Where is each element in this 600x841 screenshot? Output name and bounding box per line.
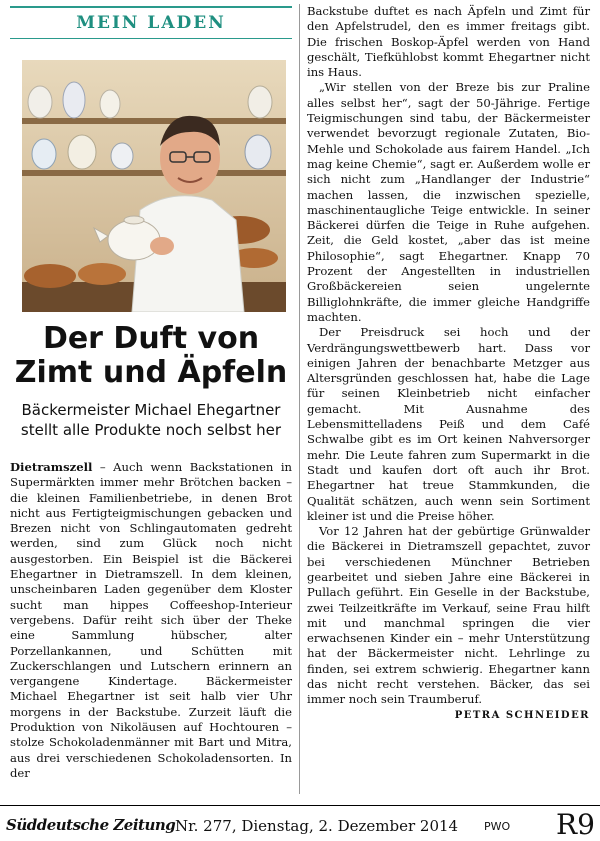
author-byline: PETRA SCHNEIDER (454, 709, 590, 721)
body-text-left: – Auch wenn Backstationen in Supermärkten immer mehr Brötchen backen – die kleinen Familienbetriebe, in denen Brot nicht aus Fertigteigmischungen gebacken und Brezen nicht von Schlingautomaten gedreht werden, sind zum Glück noch nicht ausgestorben. Ein Beispiel ist die Bäckerei Ehegartner in Dietramszell. In dem kleinen, unscheinbaren Laden gegenüber dem Kloster sucht man hippes Coffeeshop-Interieur vergebens. Dafür reiht sich über der Theke eine Sammlung hübscher, alter Porzellankannen, und Schütten mit Zuckerschlangen und Lutschern erinnern an vergangene Kindertage. Bäckermeister Michael Ehegartner ist seit halb vier Uhr morgens in der Backstube. Zurzeit läuft die Produktion von Nikoläusen auf Hochtouren – stolze Schokoladenmänner mit Bart und Mitra, aus drei verschiedenen Schokoladensorten. In der (10, 460, 292, 780)
dateline: Dietramszell (10, 460, 93, 474)
paragraph-text: Vor 12 Jahren hat der gebürtige Grünwalder die Bäckerei in Dietramszell gepachtet, zuvor bei verschiedenen Münchner Betrieben gearbeitet und sieben Jahre eine Bäckerei in Pullach geführt. Ein Geselle in der Backstube, zwei Teilzeitkräfte im Verkauf, seine Frau hilft mit und manchmal springen die vier erwachsenen Kinder ein – mehr Unterstützung hat der Bäckermeister nicht. Lehrlinge zu finden, sei extrem schwierig. Ehegartner kann das nicht recht verstehen. Bäcker, das sei immer noch sein Traumberuf. (307, 524, 590, 707)
paragraph: „Wir stellen von der Breze bis zur Praline alles selbst her“, sagt der 50-Jährige. Fertige Teigmischungen sind tabu, der Bäckermeister verwendet bevorzugt regionale Zutaten, Bio-Mehle und Schokolade aus fairem Handel. „Ich mag keine Chemie“, sagt er. Außerdem wolle er sich nicht zum „Handlanger der Industrie“ machen lassen, die inzwischen spezielle, maschinentaugliche Teige entwickle. In seiner Bäckerei dürfen die Teige in Ruhe aufgehen. Zeit, die Geld kostet, „aber das ist meine Philosophie“, sagt Ehegartner. Knapp 70 Prozent der Angestellten in industriellen Großbäckereien seien ungelernte Billiglohnkräfte, die immer gleiche Handgriffe machten. (307, 80, 590, 324)
article-subhead: Bäckermeister Michael Ehegartner stellt alle Produkte noch selbst her (20, 401, 282, 439)
section-rubric: MEIN LADEN (10, 6, 292, 39)
paragraph: Backstube duftet es nach Äpfeln und Zimt für den Apfelstrudel, den es immer freitags gibt. Die frischen Boskop-Äpfel werden von Hand geschält, Tiefkühlobst kommt Ehegartner nicht ins Haus. (307, 4, 590, 80)
column-divider (299, 4, 300, 794)
article-body-right (307, 4, 590, 723)
paragraph (307, 524, 590, 721)
paragraph: Der Preisdruck sei hoch und der Verdrängungswettbewerb hart. Dass vor einigen Jahren der benachbarte Metzger aus Altersgründen geschlossen hat, habe die Lage für seinen Kleinbetrieb nicht einfacher gemacht. Mit Ausnahme des Lebensmittelladens Peiß und dem Café Schwalbe gibt es im Ort keinen Nahversorger mehr. Die Leute fahren zum Supermarkt in die Stadt und kaufen dort oft auch ihr Brot. Ehegartner hat treue Stammkunden, die Qualität schätzen, auch wenn sein Sortiment kleiner ist und die Preise höher. (307, 325, 590, 523)
page-number: R9 (556, 808, 595, 841)
baker-photo (22, 60, 286, 312)
edition-code: PWO (484, 820, 511, 833)
baker-photo-illustration (22, 60, 286, 312)
article-headline: Der Duft von Zimt und Äpfeln (14, 321, 288, 390)
article-body-left (10, 460, 292, 781)
newspaper-name: Süddeutsche Zeitung (6, 816, 176, 834)
page-footer (0, 805, 600, 841)
issue-info: Nr. 277, Dienstag, 2. Dezember 2014 (175, 817, 459, 835)
